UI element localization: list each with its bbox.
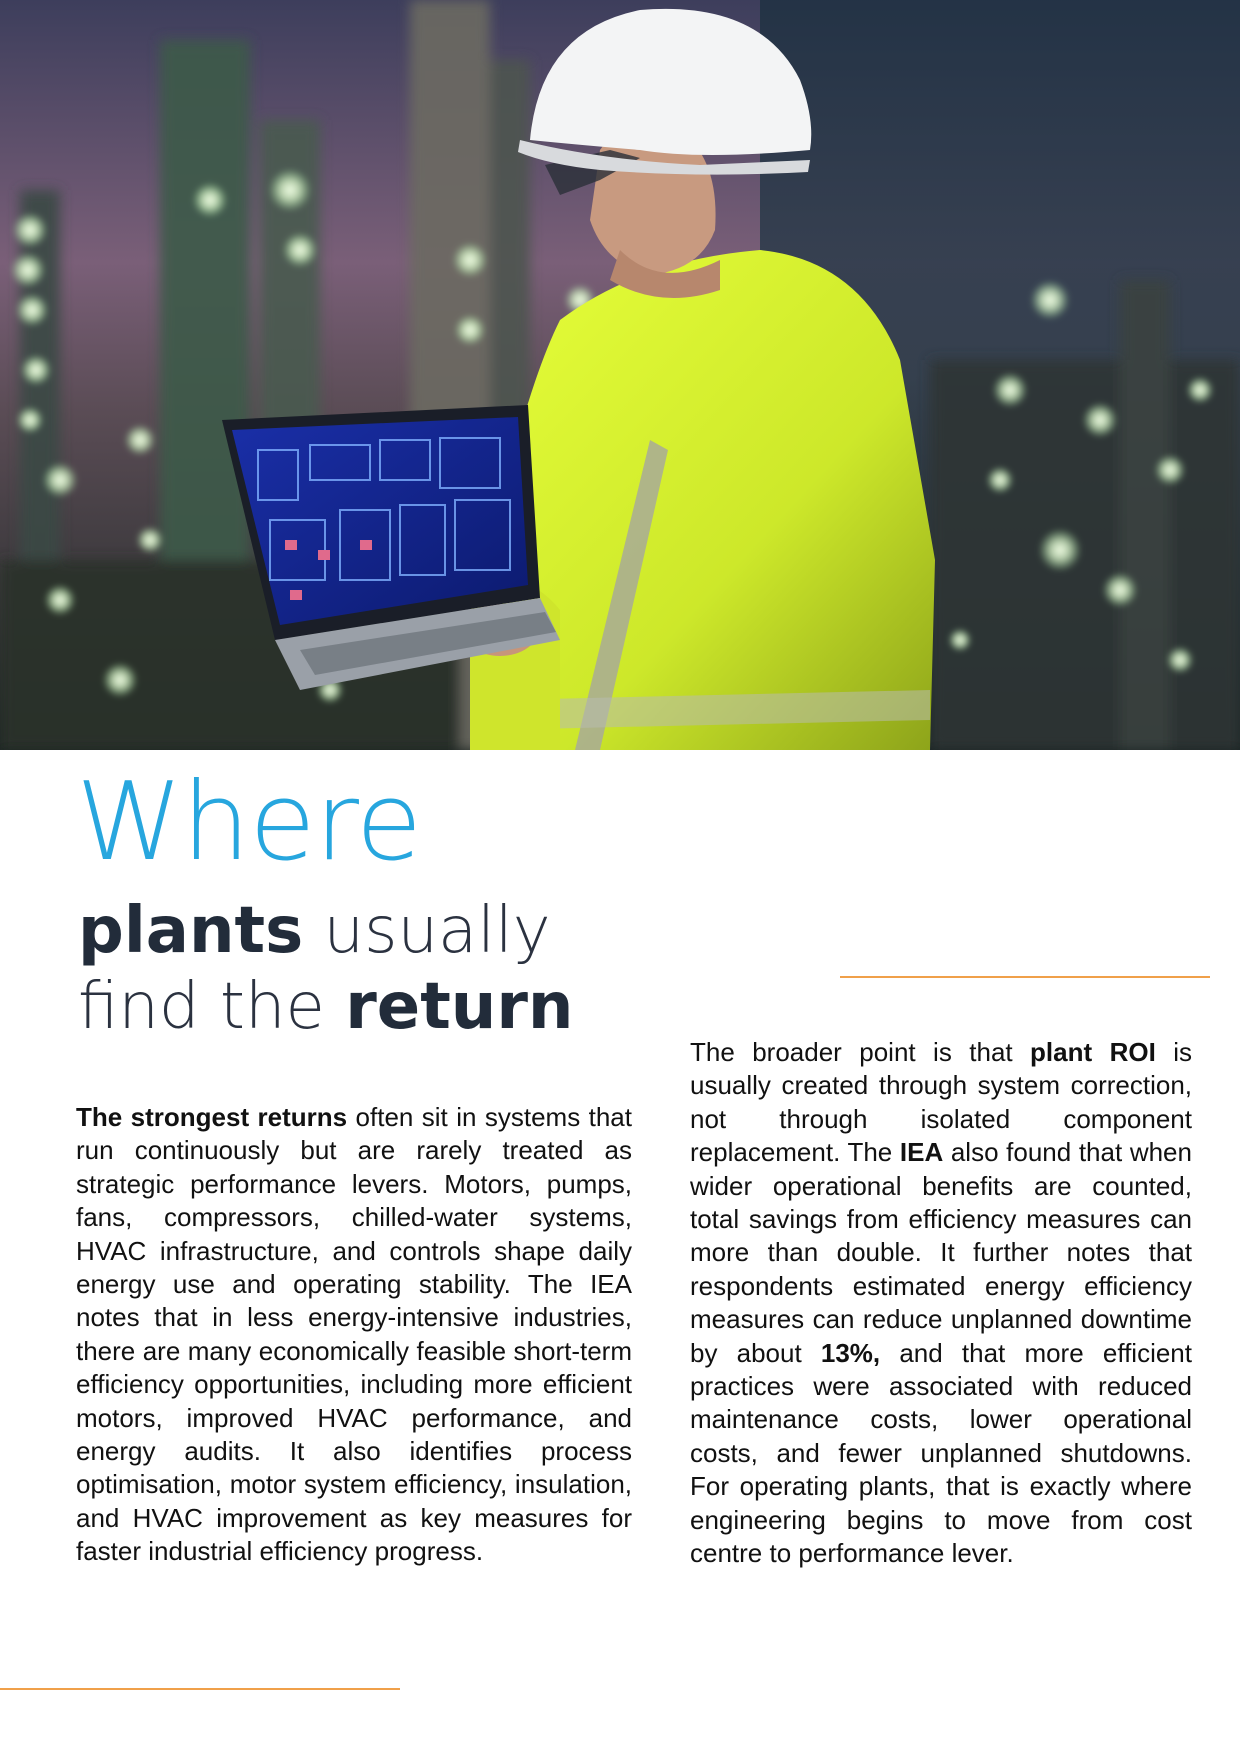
hero-photo — [0, 0, 1240, 750]
right-bold-plant-roi: plant ROI — [1030, 1037, 1156, 1067]
title-find-the: find the — [78, 970, 346, 1044]
left-lead-bold: The strongest returns — [76, 1102, 348, 1132]
title-bold-return: return — [345, 970, 574, 1044]
right-part-3: also found that when wider operational benefits are counted, total savings from efficiency measures can more than double. It further notes that respondents estimated energy efficiency measures can reduce unplanned downtime by about — [690, 1137, 1192, 1368]
title-line-3 — [78, 972, 573, 1042]
title-bold-plants: plants — [78, 894, 304, 968]
right-bold-iea: IEA — [899, 1137, 944, 1168]
right-column-text — [690, 1036, 1192, 1571]
right-bold-13pct: 13%, — [820, 1337, 881, 1368]
accent-rule-top — [840, 976, 1210, 978]
title-usually: usually — [303, 894, 551, 968]
left-column-text — [76, 1101, 632, 1569]
right-part-1: The broader point is that — [690, 1037, 1031, 1067]
right-part-2: is usually created through system correction, not through isolated component replacement. The — [690, 1037, 1192, 1168]
title-line-2 — [78, 896, 551, 966]
left-body: often sit in systems that run continuously but are rarely treated as strategic performance levers. Motors, pumps, fans, compressors, chilled-water systems, HVAC infrastructure, and controls shape daily energy use and operating stability. The IEA notes that in less energy-intensive industries, there are many economically feasible short-term efficiency opportunities, including more efficient motors, improved HVAC performance, and energy audits. It also identifies process optimisation, motor system efficiency, insulation, and HVAC improvement as key measures for faster industrial efficiency progress. — [76, 1102, 632, 1567]
title-where: Where — [76, 760, 422, 885]
right-part-4: and that more efficient practices were associated with reduced maintenance costs, lower operational costs, and fewer unplanned shutdowns. For operating plants, that is exactly where engineering begins to move from cost centre to performance lever. — [690, 1337, 1192, 1569]
hero-illustration — [0, 0, 1240, 750]
accent-rule-bottom — [0, 1688, 400, 1690]
